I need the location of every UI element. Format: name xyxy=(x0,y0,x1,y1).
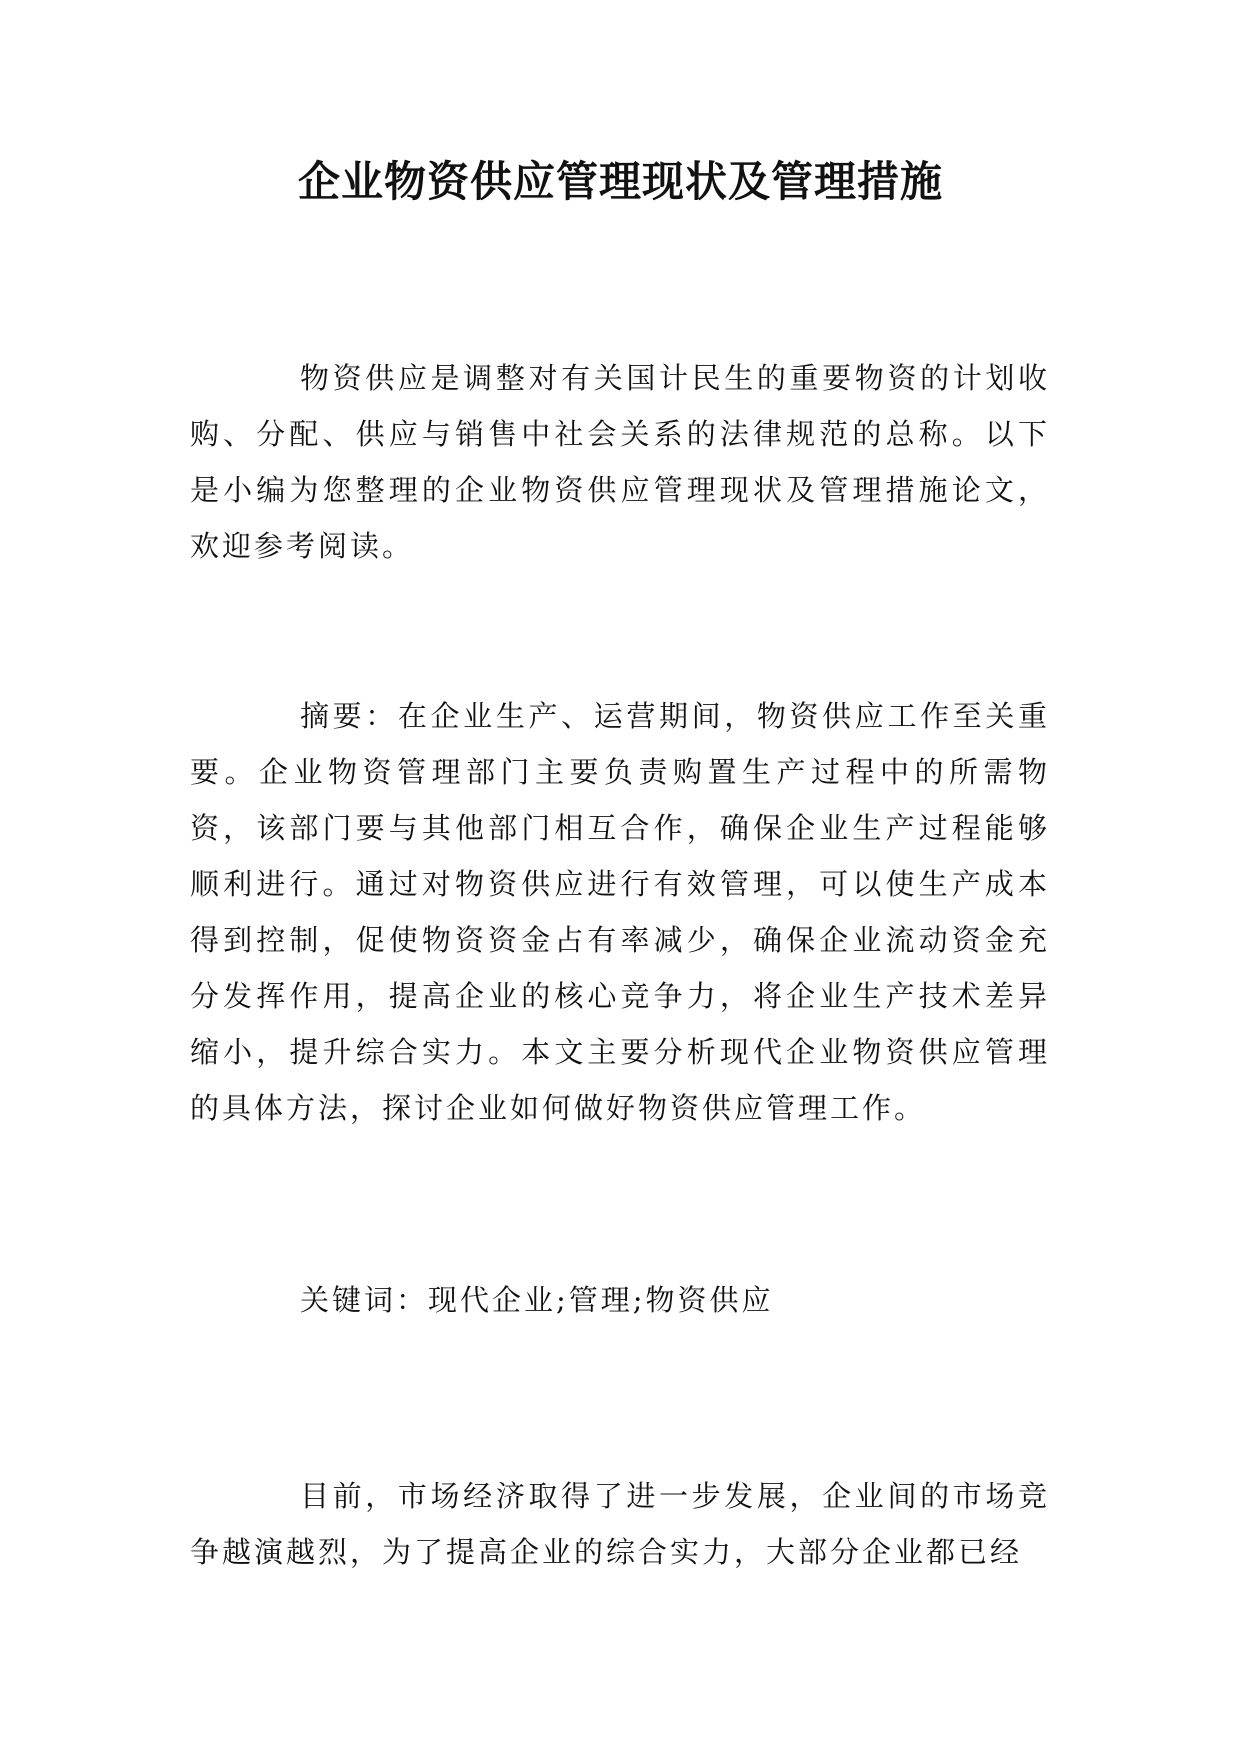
keywords-line: 关键词：现代企业;管理;物资供应 xyxy=(300,1283,774,1317)
body-paragraph: 目前，市场经济取得了进一步发展，企业间的市场竞争越演越烈，为了提高企业的综合实力，大部分企业都已经 xyxy=(190,1479,1050,1569)
intro-paragraph: 物资供应是调整对有关国计民生的重要物资的计划收购、分配、供应与销售中社会关系的法律规范的总称。以下是小编为您整理的企业物资供应管理现状及管理措施论文，欢迎参考阅读。 xyxy=(190,361,1050,563)
document-title: 企业物资供应管理现状及管理措施 xyxy=(297,157,943,206)
abstract-paragraph: 摘要：在企业生产、运营期间，物资供应工作至关重要。企业物资管理部门主要负责购置生产过程中的所需物资，该部门要与其他部门相互合作，确保企业生产过程能够顺利进行。通过对物资供应进行有效管理，可以使生产成本得到控制，促使物资资金占有率减少，确保企业流动资金充分发挥作用，提高企业的核心竞争力，将企业生产技术差异缩小，提升综合实力。本文主要分析现代企业物资供应管理的具体方法，探讨企业如何做好物资供应管理工作。 xyxy=(190,699,1050,1125)
